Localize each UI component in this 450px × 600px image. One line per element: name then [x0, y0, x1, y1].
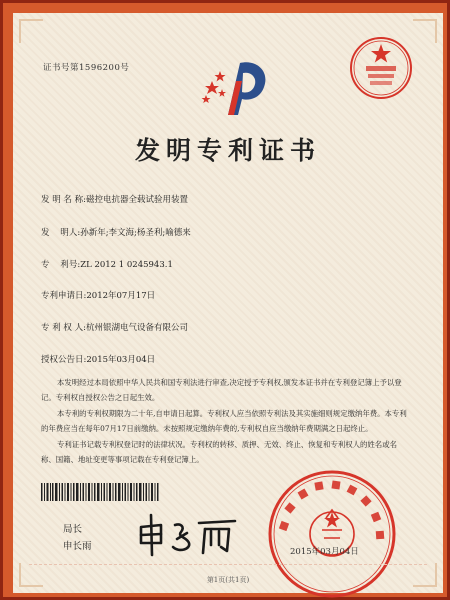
corner-ornament: [19, 19, 43, 43]
field-value: 2015年03月04日: [86, 355, 156, 365]
director-title: 局长: [63, 524, 83, 535]
director-name: 申长雨: [63, 541, 92, 552]
field-patentee: [41, 321, 188, 333]
field-separator: :: [83, 323, 86, 333]
divider: [29, 564, 427, 565]
field-separator: :: [83, 291, 87, 301]
sipo-logo-icon: [198, 53, 278, 123]
field-separator: 号:: [68, 260, 81, 270]
page-number: 第1页(共1页): [206, 576, 250, 584]
field-separator: :: [83, 195, 86, 205]
field-value: 孙新年;李文海;杨圣利;喻德来: [80, 228, 191, 238]
field-application-date: [41, 289, 155, 301]
body-paragraph: 本发明经过本局依照中华人民共和国专利法进行审查,决定授予专利权,颁发本证书并在专利登记簿上予以登记。专利权自授权公告之日起生效。: [41, 378, 402, 403]
field-value: 磁控电抗器全载试验用装置: [85, 195, 188, 205]
field-separator: 人:: [68, 228, 81, 238]
field-inventor: [41, 226, 191, 238]
field-label: 发 明 名 称: [41, 195, 84, 205]
field-value: ZL 2012 1 0245943.1: [80, 260, 173, 270]
page-title: 发明专利证书: [134, 136, 321, 165]
body-paragraph: 专利证书记载专利权登记时的法律状况。专利权的转移、质押、无效、终止、恢复和专利权人的姓名或名称、国籍、地址变更等事项记载在专利登记簿上。: [41, 439, 397, 465]
field-value: 2012年07月17日: [86, 291, 156, 301]
field-label: 授权公告日: [41, 355, 84, 365]
barcode-icon: [41, 483, 159, 501]
corner-ornament: [413, 19, 437, 43]
field-patent-number: [41, 258, 173, 270]
field-label: 专 利: [41, 260, 69, 270]
field-label: 专利申请日: [41, 291, 84, 301]
certificate-body: [41, 375, 411, 467]
body-paragraph: 本专利的专利权期限为二十年,自申请日起算。专利权人应当依照专利法及其实施细则规定缴纳年费。本专利的年费应当在每年07月17日前缴纳。未按照规定缴纳年费的,专利权自应当缴纳年费期满之日起终止。: [41, 408, 407, 434]
certificate-paper: [13, 13, 443, 593]
field-value: 杭州银湖电气设备有限公司: [85, 323, 188, 333]
field-invention-name: [41, 193, 188, 205]
field-grant-date: [41, 353, 155, 365]
field-separator: :: [83, 355, 87, 365]
seal-stamp-icon: [348, 35, 414, 101]
issue-date: 2015年03月04日: [290, 547, 359, 557]
field-label: 发 明: [41, 228, 69, 238]
signature-icon: [131, 509, 241, 559]
field-label: 专 利 权 人: [41, 323, 84, 333]
certificate-number: 证书号第1596200号: [43, 63, 130, 73]
